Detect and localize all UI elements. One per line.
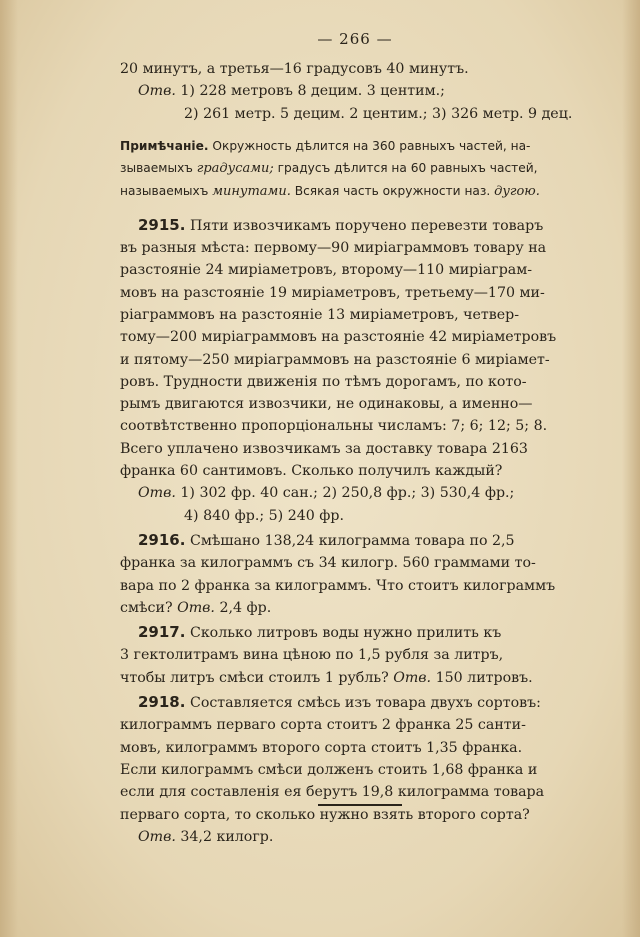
answer-line [120, 80, 590, 102]
problem-text: смѣси? [120, 599, 173, 616]
problem-text: Всего уплачено извозчикамъ за доставку товара 2163 [120, 440, 528, 457]
note-paragraph [120, 135, 590, 204]
answer-text: 34,2 килогр. [180, 828, 274, 845]
problem-text: Составляется смѣсь изъ товара двухъ сортовъ: [185, 695, 541, 712]
answer-text: 1) 302 фр. 40 сан.; 2) 250,8 фр.; 3) 530,4 фр.; [180, 485, 515, 502]
answer-text: 2,4 фр. [219, 599, 272, 616]
problem-2916 [120, 529, 590, 619]
note-text: Всякая часть окружности наз. [294, 184, 491, 199]
problem-text: перваго сорта, то сколько нужно взять второго сорта? [120, 806, 530, 823]
note-text: зываемыхъ [120, 161, 193, 176]
problem-text: Если килограммъ смѣси долженъ стоить 1,68 франка и [120, 761, 538, 778]
text-line: 20 минутъ, а третья—16 градусовъ 40 минутъ. [120, 61, 469, 77]
problem-2917 [120, 621, 590, 689]
answer-label: Отв. [177, 599, 215, 616]
problem-text: килограммъ перваго сорта стоитъ 2 франка 25 санти- [120, 717, 526, 734]
problem-text-last [120, 597, 590, 619]
problem-text: вара по 2 франка за килограммъ. Что стоитъ килограммъ [120, 577, 556, 594]
page-number: — 266 — [317, 30, 393, 48]
page-edge-left [0, 0, 18, 937]
note-text: градусъ дѣлится на 60 равныхъ частей, [277, 161, 538, 176]
answer-line: 4) 840 фр.; 5) 240 фр. [184, 507, 345, 524]
answer-label: Отв. [138, 485, 176, 502]
answer-text: 150 литровъ. [435, 669, 533, 686]
problem-text-last [120, 667, 590, 689]
note-term: дугою. [494, 184, 540, 200]
note-term: минутами. [212, 184, 291, 200]
problem-text: разстояніе 24 миріаметровъ, второму—110 миріаграм- [120, 262, 533, 279]
answer-line: 2) 261 метр. 5 децим. 2 центим.; 3) 326 метр. 9 дец. [184, 105, 573, 122]
problem-number: 2917. [138, 623, 186, 642]
page-edge-right [622, 0, 640, 937]
problem-text: ровъ. Трудности движенія по тѣмъ дорогамъ, по кото- [120, 373, 527, 390]
note-term: градусами; [196, 161, 274, 177]
problem-text: франка за килограммъ съ 34 килогр. 560 граммами то- [120, 555, 536, 572]
end-rule [318, 804, 402, 806]
problem-number: 2918. [138, 693, 186, 712]
problem-text: чтобы литръ смѣси стоилъ 1 рубль? [120, 669, 389, 686]
answer-label: Отв. [138, 83, 176, 100]
problem-text: мовъ, килограммъ второго сорта стоитъ 1,35 франка. [120, 739, 523, 756]
problem-text: рымъ двигаются извозчики, не одинаковы, а именно— [120, 396, 533, 413]
problem-text: мовъ на разстояніе 19 миріаметровъ, третьему—170 ми- [120, 284, 545, 301]
problem-text: Смѣшано 138,24 килограмма товара по 2,5 [185, 532, 515, 549]
answer-label: Отв. [393, 669, 432, 686]
problem-text: тому—200 миріаграммовъ на разстояніе 42 миріаметровъ [120, 329, 557, 346]
problem-text: ріаграммовъ на разстояніе 13 миріаметровъ, четвер- [120, 306, 520, 323]
problem-text: Сколько литровъ воды нужно прилить къ [185, 625, 502, 642]
problem-text: 3 гектолитрамъ вина цѣною по 1,5 рубля за литръ, [120, 647, 504, 664]
problem-number: 2916. [138, 530, 186, 549]
problem-text: франка 60 сантимовъ. Сколько получилъ каждый? [120, 463, 503, 480]
problem-text: въ разныя мѣста: первому—90 миріаграммовъ товару на [120, 240, 547, 257]
problem-text: Пяти извозчикамъ поручено перевезти товаръ [185, 217, 544, 234]
note-label: Примѣчаніе. [120, 138, 209, 153]
problem-text: соотвѣтственно пропорціональны числамъ: 7; 6; 12; 5; 8. [120, 418, 548, 435]
page-content [120, 30, 590, 848]
problem-text: и пятому—250 миріаграммовъ на разстояніе 6 миріамет- [120, 351, 550, 368]
problem-2918 [120, 691, 590, 848]
answer-label: Отв. [138, 828, 176, 845]
problem-text: если для составленія ея берутъ 19,8 килограмма товара [120, 784, 545, 801]
problem-2915 [120, 214, 590, 527]
note-text: Окружность дѣлится на 360 равныхъ частей, на- [212, 138, 531, 153]
problem-number: 2915. [138, 215, 186, 234]
answer-line [120, 826, 590, 848]
answer-text: 1) 228 метровъ 8 децим. 3 центим.; [180, 83, 445, 100]
answer-line [120, 482, 590, 504]
note-text: называемыхъ [120, 184, 209, 199]
